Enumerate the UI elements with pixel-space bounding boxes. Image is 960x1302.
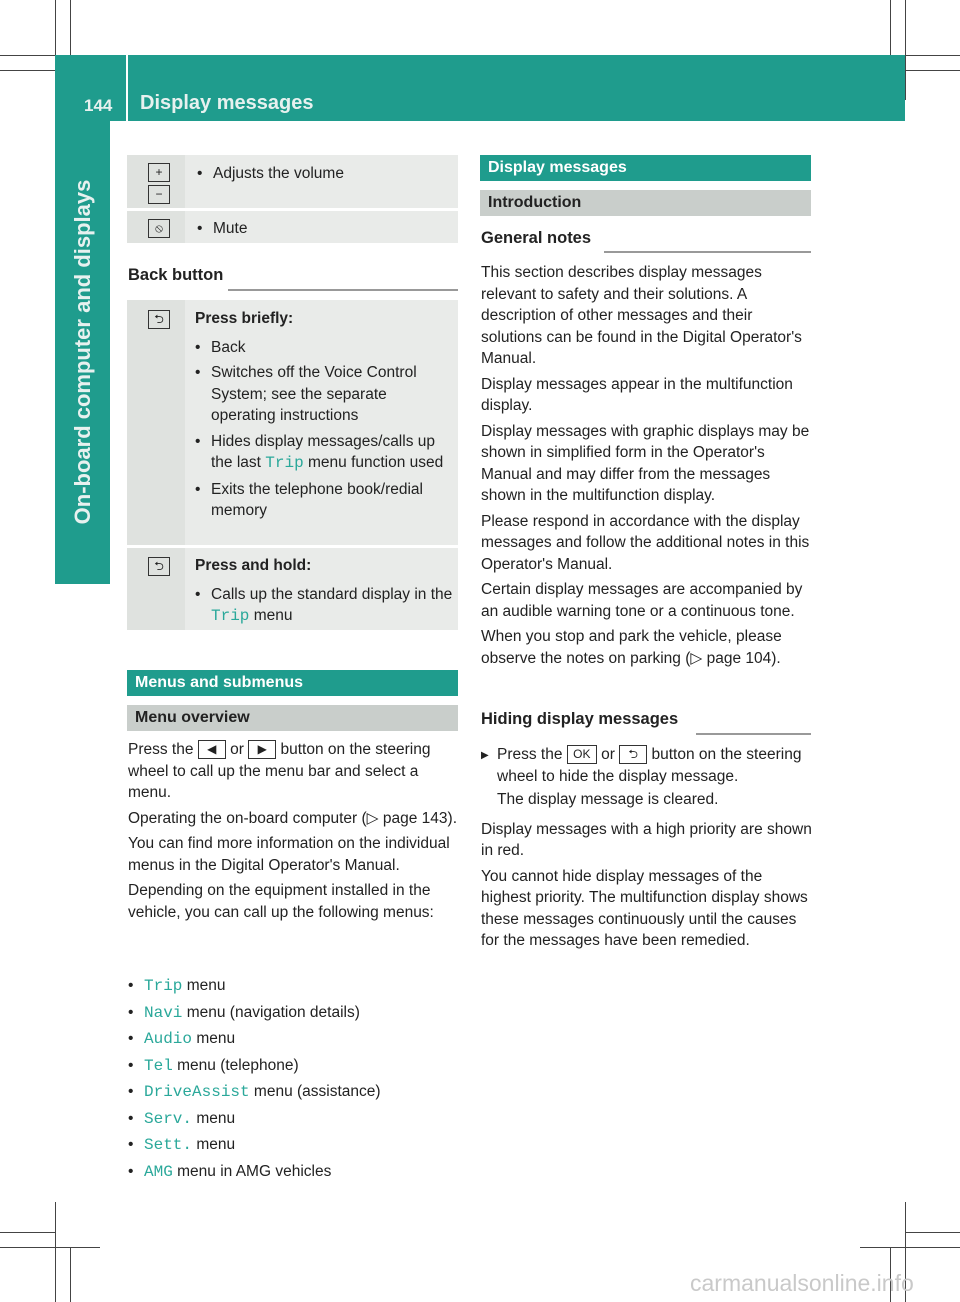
crop-mark [860,1247,960,1248]
list-item: • Serv. menu [128,1106,460,1133]
crop-mark [905,0,906,100]
crop-mark [0,70,55,71]
hiding-heading: Hiding display messages [481,710,679,728]
general-notes-heading: General notes [481,229,592,247]
minus-key-icon: − [148,185,170,204]
list-item: • Switches off the Voice Control System; see the separate operating instructions [195,362,453,427]
subsection-title: Introduction [480,190,811,216]
paragraph: Display messages with a high priority are shown in red. [481,820,812,859]
paragraph: This section describes display messages relevant to safety and their solutions. A description of other messages and their solutions can be found in the Digital Operator's Manual. [481,264,802,367]
paragraph: When you stop and park the vehicle, please observe the notes on parking (▷ page 104). [481,628,782,667]
crop-mark [905,1232,960,1233]
press-hold-label: Press and hold: [195,557,312,574]
instruction-step: ▶ Press the OK or ⮌ button on the steering wheel to hide the display message. [481,744,813,787]
header-divider [126,55,128,121]
crop-mark [890,0,891,55]
back-key-icon: ⮌ [148,310,170,329]
press-briefly-label: Press briefly: [195,310,294,327]
paragraph: Please respond in accordance with the display messages and follow the additional notes in this Operator's Manual. [481,512,810,573]
menu-list [128,973,460,1185]
list-item: • AMG menu in AMG vehicles [128,1159,460,1186]
subsection-title: Menu overview [127,705,458,731]
menus-text [128,739,460,927]
ok-key-icon: OK [567,745,597,764]
paragraph: Certain display messages are accompanied by an audible warning tone or a continuous tone. [481,581,803,620]
list-item: • Exits the telephone book/redial memory [195,479,453,522]
list-item: • DriveAssist menu (assistance) [128,1079,460,1106]
right-key-icon: ▶ [248,740,276,759]
paragraph: Press the ◀ or ▶ button on the steering wheel to call up the menu bar and select a menu. [128,741,431,801]
step-result: The display message is cleared. [497,791,719,808]
crop-mark [55,1202,56,1302]
page-title: Display messages [140,92,314,114]
back-button-table [127,300,458,630]
heading-rule [696,733,811,735]
list-item: • Audio menu [128,1026,460,1053]
list-item: • Sett. menu [128,1132,460,1159]
paragraph: You cannot hide display messages of the highest priority. The multifunction display shows these messages continuously until the causes for the messages have been remedied. [481,867,808,949]
crop-mark [70,1247,71,1302]
back-key-icon: ⮌ [619,745,647,764]
volume-table [127,155,458,243]
heading-rule [228,289,458,291]
page-number: 144 [84,96,113,115]
list-item: • Tel menu (telephone) [128,1053,460,1080]
list-item: • Hides display messages/calls up the last Trip menu function used [195,431,453,475]
paragraph: Operating the on-board computer (▷ page 143). [128,809,458,827]
paragraph: Depending on the equipment installed in the vehicle, you can call up the following menus: [128,882,434,921]
list-item: • Calls up the standard display in the Trip menu [195,584,453,628]
back-button-heading: Back button [128,266,224,284]
table-cell: • Adjusts the volume [197,163,344,185]
mute-key-icon: ⦸ [148,219,170,238]
table-cell: • Mute [197,218,247,240]
watermark: carmanualsonline.info [690,1270,914,1296]
section-title: Menus and submenus [127,670,458,696]
crop-mark [0,1232,55,1233]
back-key-icon: ⮌ [148,557,170,576]
section-title: Display messages [480,155,811,181]
hiding-text [481,744,813,956]
chapter-title: On-board computer and displays [70,179,95,525]
list-item: • Navi menu (navigation details) [128,1000,460,1027]
heading-rule [604,251,811,253]
general-notes-text [481,262,813,673]
paragraph: Display messages appear in the multifunction display. [481,375,793,414]
crop-mark [0,1247,100,1248]
paragraph: You can find more information on the individual menus in the Digital Operator's Manual. [128,835,450,874]
paragraph: Display messages with graphic displays may be shown in simplified form in the Operator's Manual and may differ from the messages shown in the multifunction display. [481,422,810,504]
crop-mark [905,70,960,71]
list-item: • Trip menu [128,973,460,1000]
crop-mark [70,0,71,55]
plus-key-icon: + [148,163,170,182]
left-key-icon: ◀ [198,740,226,759]
list-item: • Back [195,337,453,359]
